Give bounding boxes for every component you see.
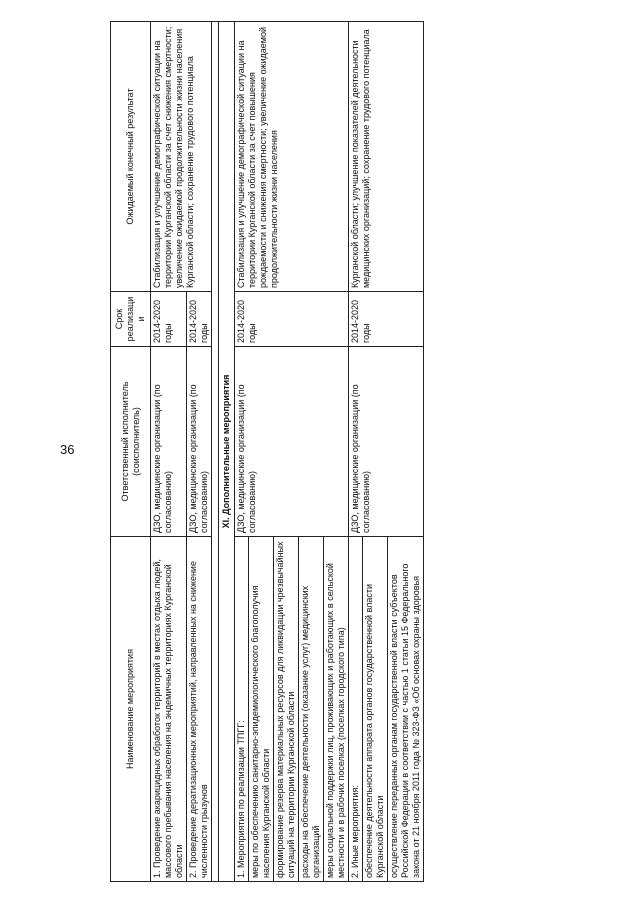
table-header-row xyxy=(111,22,151,882)
row-executor: ДЗО, медицинские организации (по согласованию) xyxy=(235,347,349,537)
sub-row-name: меры социальной поддержки лиц, проживающих и работающих в сельской местности и в рабочих поселках (поселках городского типа) xyxy=(324,537,349,882)
section-header-row xyxy=(219,22,235,882)
row-term: 2014-2020 годы xyxy=(151,292,187,347)
row-executor: ДЗО, медицинские организации (по согласованию) xyxy=(151,347,187,537)
section-title: XI. Дополнительные мероприятия xyxy=(219,22,235,882)
sub-row-name: расходы на обеспечение деятельности (оказание услуг) медицинских организаций xyxy=(299,537,324,882)
header-result: Ожидаемый конечный результат xyxy=(111,22,151,292)
row-executor: ДЗО, медицинские организации (по согласованию) xyxy=(187,347,212,537)
sub-row-name: формирование резерва материальных ресурсов для ликвидации чрезвычайных ситуаций на территории Курганской области xyxy=(274,537,299,882)
row-name: 2. Проведение дератизационных мероприятий, направленных на снижение численности грызунов xyxy=(187,537,212,882)
row-name: 1. Мероприятия по реализации ТПГГ: xyxy=(235,537,249,882)
row-term: 2014-2020 годы xyxy=(187,292,212,347)
table-row xyxy=(235,22,249,882)
row-name: 1. Проведение акарицидных обработок территорий в местах отдыха людей, массового пребывания населения на эндемичных территориях Курганской области xyxy=(151,537,187,882)
row-result: Курганской области; улучшение показателей деятельности медицинских организаций; сохранение трудового потенциала xyxy=(349,22,424,292)
row-term: 2014-2020 годы xyxy=(349,292,424,347)
rotated-table-container xyxy=(110,22,640,882)
sub-row-name: осуществление переданных органам государственной власти субъектов Российской Федерации в соответствии с частью 1 статьи 15 Федерального закона от 21 ноября 2011 года № 323-ФЗ «Об основах охраны здоровья xyxy=(388,537,424,882)
row-result: Стабилизация и улучшение демографической ситуации на территории Курганской области за счет снижения смертности; увеличение ожидаемой продолжительности жизни населения Курганской области; сохранение трудового потенциала xyxy=(151,22,212,292)
measures-table xyxy=(110,21,424,882)
row-executor: ДЗО, медицинские организации (по согласованию) xyxy=(349,347,424,537)
row-result: Стабилизация и улучшение демографической ситуации на территории Курганской области за счет повышения рождаемости и снижения смертности; увеличение ожидаемой продолжительности жизни населения xyxy=(235,22,349,292)
header-name: Наименование мероприятия xyxy=(111,537,151,882)
table-row xyxy=(151,22,187,882)
row-term: 2014-2020 годы xyxy=(235,292,349,347)
sub-row-name: обеспечение деятельности аппарата органов государственной власти Курганской области xyxy=(363,537,388,882)
spacer-row xyxy=(212,22,219,882)
page-number: 36 xyxy=(60,442,75,457)
header-term: Срок реализации xyxy=(111,292,151,347)
table-row xyxy=(349,22,363,882)
header-executor: Ответственный исполнитель (соисполнитель) xyxy=(111,347,151,537)
row-name: 2. Иные мероприятия: xyxy=(349,537,363,882)
sub-row-name: меры по обеспечению санитарно-эпидемиологического благополучия населения Курганской области xyxy=(249,537,274,882)
